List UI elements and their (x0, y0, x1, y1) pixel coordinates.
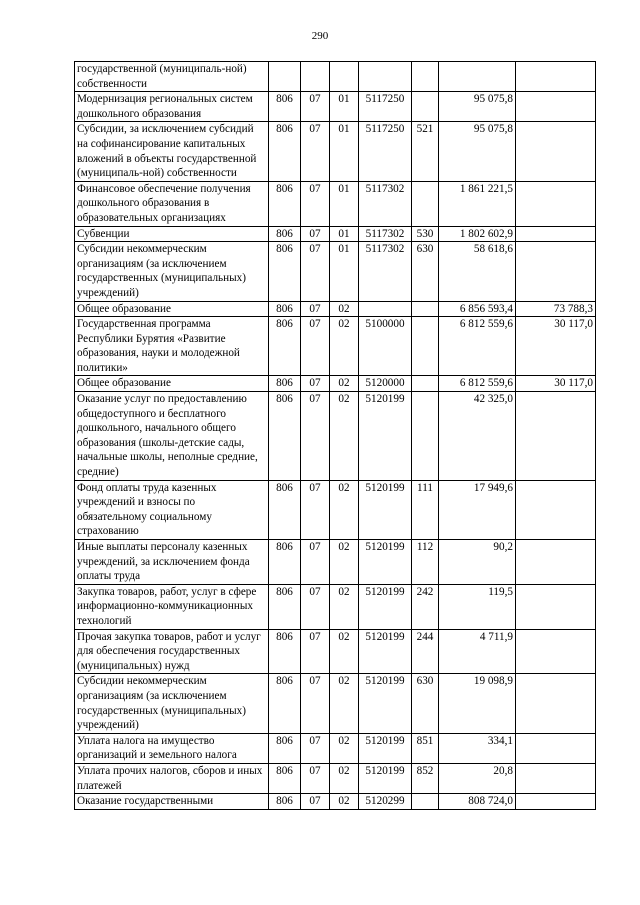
row-csr-cell (359, 301, 412, 317)
row-pr-cell: 02 (330, 674, 359, 733)
row-sum2-cell (516, 62, 596, 92)
row-sum1-cell: 1 861 221,5 (439, 181, 516, 226)
table-row (75, 733, 596, 763)
row-pr-cell: 02 (330, 480, 359, 539)
table-row (75, 674, 596, 733)
row-rz-cell: 07 (301, 540, 330, 585)
row-pr-cell: 02 (330, 317, 359, 376)
row-csr-cell: 5120199 (359, 674, 412, 733)
row-name-cell: Общее образование (75, 376, 269, 392)
table-row (75, 92, 596, 122)
row-ved-cell: 806 (269, 392, 301, 481)
row-pr-cell: 01 (330, 226, 359, 242)
row-pr-cell: 02 (330, 733, 359, 763)
row-rz-cell: 07 (301, 674, 330, 733)
row-rz-cell: 07 (301, 376, 330, 392)
row-csr-cell: 5117302 (359, 242, 412, 301)
row-sum2-cell (516, 629, 596, 674)
row-pr-cell: 02 (330, 540, 359, 585)
row-csr-cell: 5117302 (359, 181, 412, 226)
row-name-cell: Субсидии некоммерческим организациям (за исключением государственных (муниципальных) учреждений) (75, 674, 269, 733)
table-row (75, 480, 596, 539)
table-row (75, 62, 596, 92)
row-csr-cell: 5120199 (359, 480, 412, 539)
row-sum2-cell (516, 392, 596, 481)
row-rz-cell: 07 (301, 480, 330, 539)
row-vr-cell (412, 376, 439, 392)
row-sum2-cell (516, 226, 596, 242)
row-name-cell: Уплата прочих налогов, сборов и иных платежей (75, 763, 269, 793)
row-csr-cell: 5117302 (359, 226, 412, 242)
row-sum2-cell (516, 763, 596, 793)
row-vr-cell: 244 (412, 629, 439, 674)
row-pr-cell: 01 (330, 122, 359, 181)
row-sum2-cell (516, 480, 596, 539)
row-sum1-cell: 17 949,6 (439, 480, 516, 539)
row-sum2-cell: 30 117,0 (516, 317, 596, 376)
budget-table (74, 61, 596, 810)
row-csr-cell: 5120199 (359, 540, 412, 585)
row-vr-cell: 851 (412, 733, 439, 763)
row-csr-cell: 5120000 (359, 376, 412, 392)
row-vr-cell (412, 317, 439, 376)
row-name-cell: Закупка товаров, работ, услуг в сфере информационно-коммуникационных технологий (75, 584, 269, 629)
row-sum2-cell (516, 733, 596, 763)
row-csr-cell (359, 62, 412, 92)
row-name-cell: Фонд оплаты труда казенных учреждений и взносы по обязательному социальному страхованию (75, 480, 269, 539)
row-rz-cell: 07 (301, 226, 330, 242)
row-sum2-cell (516, 540, 596, 585)
row-sum2-cell: 73 788,3 (516, 301, 596, 317)
row-ved-cell: 806 (269, 794, 301, 810)
row-vr-cell: 630 (412, 242, 439, 301)
row-vr-cell (412, 62, 439, 92)
row-rz-cell: 07 (301, 584, 330, 629)
row-sum2-cell (516, 584, 596, 629)
row-csr-cell: 5117250 (359, 122, 412, 181)
row-name-cell: Модернизация региональных систем дошкольного образования (75, 92, 269, 122)
row-name-cell: Финансовое обеспечение получения дошкольного образования в образовательных организациях (75, 181, 269, 226)
row-name-cell: Уплата налога на имущество организаций и земельного налога (75, 733, 269, 763)
row-pr-cell: 01 (330, 92, 359, 122)
row-rz-cell: 07 (301, 763, 330, 793)
page-number: 290 (311, 30, 329, 42)
row-rz-cell: 07 (301, 92, 330, 122)
table-row (75, 317, 596, 376)
row-ved-cell: 806 (269, 674, 301, 733)
row-sum1-cell: 90,2 (439, 540, 516, 585)
row-name-cell: Общее образование (75, 301, 269, 317)
row-sum1-cell: 6 812 559,6 (439, 317, 516, 376)
row-pr-cell: 02 (330, 301, 359, 317)
row-vr-cell: 530 (412, 226, 439, 242)
row-sum2-cell: 30 117,0 (516, 376, 596, 392)
table-row (75, 242, 596, 301)
row-pr-cell: 02 (330, 392, 359, 481)
row-name-cell: Прочая закупка товаров, работ и услуг для обеспечения государственных (муниципальных) нужд (75, 629, 269, 674)
row-sum1-cell: 95 075,8 (439, 122, 516, 181)
row-rz-cell (301, 62, 330, 92)
row-ved-cell: 806 (269, 317, 301, 376)
row-pr-cell: 01 (330, 181, 359, 226)
row-name-cell: Субвенции (75, 226, 269, 242)
row-vr-cell (412, 181, 439, 226)
table-row (75, 301, 596, 317)
row-rz-cell: 07 (301, 242, 330, 301)
row-ved-cell: 806 (269, 181, 301, 226)
row-ved-cell: 806 (269, 629, 301, 674)
row-name-cell: Субсидии некоммерческим организациям (за исключением государственных (муниципальных) учреждений) (75, 242, 269, 301)
row-sum1-cell: 42 325,0 (439, 392, 516, 481)
row-pr-cell (330, 62, 359, 92)
row-sum2-cell (516, 242, 596, 301)
row-sum1-cell: 334,1 (439, 733, 516, 763)
row-pr-cell: 02 (330, 629, 359, 674)
row-pr-cell: 02 (330, 763, 359, 793)
row-name-cell: Оказание государственными (75, 794, 269, 810)
row-csr-cell: 5100000 (359, 317, 412, 376)
row-ved-cell: 806 (269, 92, 301, 122)
table-row (75, 584, 596, 629)
table-row (75, 181, 596, 226)
row-vr-cell: 521 (412, 122, 439, 181)
table-row (75, 763, 596, 793)
row-vr-cell (412, 794, 439, 810)
row-ved-cell: 806 (269, 584, 301, 629)
row-rz-cell: 07 (301, 733, 330, 763)
row-name-cell: Государственная программа Республики Бурятия «Развитие образования, науки и молодежной политики» (75, 317, 269, 376)
row-vr-cell (412, 92, 439, 122)
row-rz-cell: 07 (301, 301, 330, 317)
row-sum2-cell (516, 794, 596, 810)
row-csr-cell: 5120199 (359, 763, 412, 793)
row-csr-cell: 5120199 (359, 629, 412, 674)
row-name-cell: государственной (муниципаль-ной) собственности (75, 62, 269, 92)
table-row (75, 392, 596, 481)
row-ved-cell: 806 (269, 122, 301, 181)
row-rz-cell: 07 (301, 122, 330, 181)
row-sum2-cell (516, 122, 596, 181)
row-sum1-cell: 95 075,8 (439, 92, 516, 122)
row-vr-cell: 242 (412, 584, 439, 629)
row-ved-cell: 806 (269, 242, 301, 301)
table-row (75, 629, 596, 674)
row-vr-cell (412, 301, 439, 317)
row-ved-cell: 806 (269, 480, 301, 539)
row-rz-cell: 07 (301, 181, 330, 226)
row-rz-cell: 07 (301, 629, 330, 674)
row-pr-cell: 02 (330, 794, 359, 810)
row-ved-cell: 806 (269, 226, 301, 242)
row-ved-cell: 806 (269, 540, 301, 585)
row-sum1-cell: 119,5 (439, 584, 516, 629)
row-csr-cell: 5120199 (359, 392, 412, 481)
table-row (75, 794, 596, 810)
row-sum1-cell: 20,8 (439, 763, 516, 793)
row-pr-cell: 01 (330, 242, 359, 301)
row-ved-cell (269, 62, 301, 92)
row-sum2-cell (516, 92, 596, 122)
row-sum1-cell: 1 802 602,9 (439, 226, 516, 242)
row-rz-cell: 07 (301, 392, 330, 481)
row-rz-cell: 07 (301, 317, 330, 376)
row-vr-cell: 111 (412, 480, 439, 539)
row-sum1-cell (439, 62, 516, 92)
row-sum2-cell (516, 674, 596, 733)
row-csr-cell: 5117250 (359, 92, 412, 122)
row-sum1-cell: 4 711,9 (439, 629, 516, 674)
table-row (75, 540, 596, 585)
row-name-cell: Оказание услуг по предоставлению общедоступного и бесплатного дошкольного, начального общего образования (школы-детские сады, начальные школы, неполные средние, средние) (75, 392, 269, 481)
row-sum1-cell: 58 618,6 (439, 242, 516, 301)
row-name-cell: Иные выплаты персоналу казенных учреждений, за исключением фонда оплаты труда (75, 540, 269, 585)
row-pr-cell: 02 (330, 376, 359, 392)
row-ved-cell: 806 (269, 763, 301, 793)
row-vr-cell (412, 392, 439, 481)
row-vr-cell: 112 (412, 540, 439, 585)
row-name-cell: Субсидии, за исключением субсидий на софинансирование капитальных вложений в объекты государственной (муниципаль-ной) собственности (75, 122, 269, 181)
row-csr-cell: 5120199 (359, 733, 412, 763)
table-row (75, 122, 596, 181)
table-row (75, 376, 596, 392)
row-sum1-cell: 6 856 593,4 (439, 301, 516, 317)
row-ved-cell: 806 (269, 376, 301, 392)
row-vr-cell: 630 (412, 674, 439, 733)
row-sum2-cell (516, 181, 596, 226)
row-ved-cell: 806 (269, 301, 301, 317)
row-rz-cell: 07 (301, 794, 330, 810)
row-sum1-cell: 6 812 559,6 (439, 376, 516, 392)
row-pr-cell: 02 (330, 584, 359, 629)
row-ved-cell: 806 (269, 733, 301, 763)
row-vr-cell: 852 (412, 763, 439, 793)
row-sum1-cell: 808 724,0 (439, 794, 516, 810)
row-csr-cell: 5120199 (359, 584, 412, 629)
row-csr-cell: 5120299 (359, 794, 412, 810)
row-sum1-cell: 19 098,9 (439, 674, 516, 733)
table-row (75, 226, 596, 242)
